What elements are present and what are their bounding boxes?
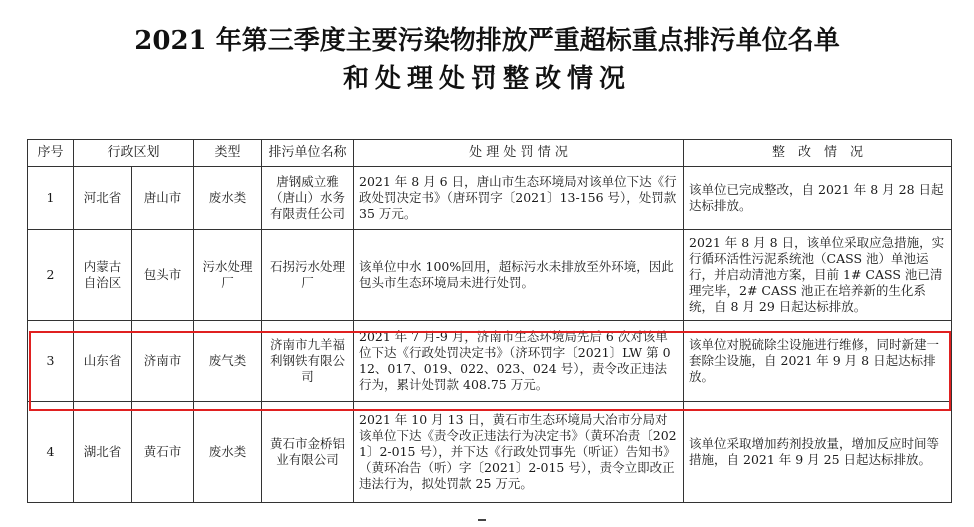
table-row (28, 402, 952, 503)
document-title: 2021 年第三季度主要污染物排放严重超标重点排污单位名单 (134, 26, 840, 56)
header-unit-name: 排污单位名称 (262, 140, 354, 167)
table-row-highlighted (28, 321, 952, 402)
cell-no: 4 (28, 402, 74, 503)
cell-type: 污水处理厂 (194, 230, 262, 321)
cell-type: 废水类 (194, 167, 262, 230)
enterprise-penalty-table (27, 139, 952, 503)
cell-penalty: 2021 年 10 月 13 日，黄石市生态环境局大冶市分局对该单位下达《责令改正违法行为决定书》（黄环冶责〔2021〕2-015 号），并下达《行政处罚事先（听证）告知书》（黄环冶告（听）字〔2021〕2-015 号），责令立即改正违法行为，拟处罚款 25 万元。 (354, 402, 684, 503)
cell-penalty: 2021 年 8 月 6 日，唐山市生态环境局对该单位下达《行政处罚决定书》（唐环罚字〔2021〕13-156 号），处罚款 35 万元。 (354, 167, 684, 230)
header-rectification: 整 改 情 况 (684, 140, 952, 167)
cell-unit-name: 唐钢威立雅（唐山）水务有限责任公司 (262, 167, 354, 230)
cell-unit-name: 石拐污水处理厂 (262, 230, 354, 321)
table-row (28, 230, 952, 321)
cell-type: 废水类 (194, 402, 262, 503)
cell-rectification: 2021 年 8 月 8 日，该单位采取应急措施，实行循环活性污泥系统池（CASS 池）单池运行，并启动清池方案，目前 1# CASS 池已清理完毕，2# CASS 池正在培养新的生化系统，自 8 月 29 日起达标排放。 (684, 230, 952, 321)
table-header-row (28, 140, 952, 167)
cell-city: 唐山市 (132, 167, 194, 230)
cell-city: 济南市 (132, 321, 194, 402)
header-penalty: 处 理 处 罚 情 况 (354, 140, 684, 167)
cell-province: 河北省 (74, 167, 132, 230)
header-region: 行政区划 (74, 140, 194, 167)
cell-no: 1 (28, 167, 74, 230)
cell-city: 黄石市 (132, 402, 194, 503)
cell-province: 内蒙古自治区 (74, 230, 132, 321)
cell-penalty: 该单位中水 100%回用，超标污水未排放至外环境，因此包头市生态环境局未进行处罚。 (354, 230, 684, 321)
cell-unit-name: 黄石市金桥铝业有限公司 (262, 402, 354, 503)
cell-province: 山东省 (74, 321, 132, 402)
cell-no: 2 (28, 230, 74, 321)
cell-unit-name: 济南市九羊福利钢铁有限公司 (262, 321, 354, 402)
document-subtitle: 和处理处罚整改情况 (342, 64, 631, 94)
cell-rectification: 该单位已完成整改，自 2021 年 8 月 28 日起达标排放。 (684, 167, 952, 230)
table-row (28, 167, 952, 230)
cell-city: 包头市 (132, 230, 194, 321)
page-footer-mark (478, 519, 486, 521)
cell-no: 3 (28, 321, 74, 402)
cell-rectification: 该单位采取增加药剂投放量，增加反应时间等措施，自 2021 年 9 月 25 日起达标排放。 (684, 402, 952, 503)
cell-rectification: 该单位对脱硫除尘设施进行维修，同时新建一套除尘设施，自 2021 年 9 月 8 日起达标排放。 (684, 321, 952, 402)
cell-province: 湖北省 (74, 402, 132, 503)
header-type: 类型 (194, 140, 262, 167)
header-no: 序号 (28, 140, 74, 167)
cell-type: 废气类 (194, 321, 262, 402)
cell-penalty: 2021 年 7 月-9 月，济南市生态环境局先后 6 次对该单位下达《行政处罚决定书》（济环罚字〔2021〕LW 第 012、017、019、022、023、024 号），责令改正违法行为，累计处罚款 408.75 万元。 (354, 321, 684, 402)
